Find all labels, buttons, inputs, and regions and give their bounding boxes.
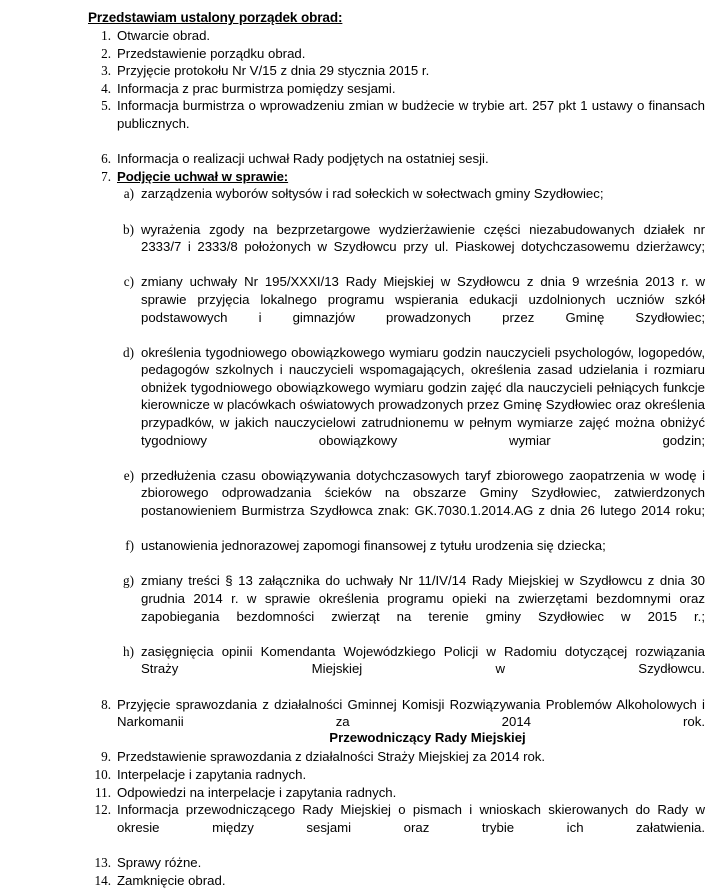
agenda-item [88, 150, 705, 168]
agenda-item [88, 80, 705, 98]
agenda-subitem [117, 221, 705, 274]
agenda-subitem-text: wyrażenia zgody na bezprzetargowe wydzierżawienie części niezabudowanych działek nr 2333/7 i 2333/8 położonych w Szydłowcu przy ul. Piaskowej dotychczasowemu dzierżawcy; [141, 221, 705, 274]
agenda-item [88, 27, 705, 45]
agenda-subitem-letter: e) [117, 467, 134, 485]
agenda-item [88, 62, 705, 80]
agenda-subitem [117, 273, 705, 343]
page-title: Przedstawiam ustalony porządek obrad: [88, 9, 705, 26]
signature-block [0, 729, 705, 747]
agenda-item-text: Informacja przewodniczącego Rady Miejskiej o pismach i wnioskach skierowanych do Rady w okresie między sesjami oraz trybie ich załatwienia. [117, 801, 705, 854]
agenda-item-number: 5. [88, 97, 111, 115]
agenda-item-number: 9. [88, 748, 111, 766]
agenda-item [88, 801, 705, 854]
agenda-item-text: Przedstawienie porządku obrad. [117, 45, 705, 63]
agenda-item [88, 168, 705, 696]
agenda-subitem-text: zasięgnięcia opinii Komendanta Wojewódzkiego Policji w Radomiu dotyczącej rozwiązania Straży Miejskiej w Szydłowcu. [141, 643, 705, 696]
agenda-item [88, 872, 705, 889]
agenda-item-number: 4. [88, 80, 111, 98]
agenda-subitem-text: przedłużenia czasu obowiązywania dotychczasowych taryf zbiorowego zaopatrzenia w wodę i zbiorowego odprowadzania ścieków na obszarze Gminy Szydłowiec, zatwierdzonych postanowieniem Burmistrza Szydłowca znak: GK.7030.1.2014.AG z dnia 26 lutego 2014 roku; [141, 467, 705, 537]
agenda-subitem-letter: a) [117, 185, 134, 203]
agenda-item [88, 97, 705, 150]
agenda-item-number: 2. [88, 45, 111, 63]
agenda-list [88, 27, 705, 889]
agenda-subitem-text: określenia tygodniowego obowiązkowego wymiaru godzin nauczycieli psychologów, logopedów, pedagogów szkolnych i nauczycieli wspomagających, określenia zasad udzielania i rozmiaru obniżek tygodniowego obowiązkowego wymiaru godzin zajęć dla nauczycieli pełniących funkcje kierownicze w placówkach oświatowych prowadzonych przez Gminę Szydłowiec oraz określenia przypadków, w jakich nauczycielowi zatrudnionemu w pełnym wymiarze zajęć można obniżyć tygodniowy obowiązkowy wymiar godzin; [141, 344, 705, 467]
agenda-item-text: Informacja o realizacji uchwał Rady podjętych na ostatniej sesji. [117, 150, 705, 168]
signature-text: Przewodniczący Rady Miejskiej [179, 729, 525, 747]
agenda-item-text: Sprawy różne. [117, 854, 705, 872]
agenda-subitem [117, 467, 705, 537]
agenda-item-number: 13. [88, 854, 111, 872]
agenda-subitem-letter: b) [117, 221, 134, 239]
agenda-item-text: Informacja z prac burmistrza pomiędzy sesjami. [117, 80, 705, 98]
agenda-item-number: 7. [88, 168, 111, 186]
agenda-item-text: Interpelacje i zapytania radnych. [117, 766, 705, 784]
agenda-item-number: 1. [88, 27, 111, 45]
agenda-subitem [117, 344, 705, 467]
agenda-item-number: 10. [88, 766, 111, 784]
agenda-subitem-text: zmiany uchwały Nr 195/XXXI/13 Rady Miejskiej w Szydłowcu z dnia 9 września 2013 r. w sprawie przyjęcia lokalnego programu wspierania edukacji uzdolnionych uczniów szkół podstawowych i gimnazjów prowadzonych przez Gminę Szydłowiec; [141, 273, 705, 343]
agenda-item-text: Podjęcie uchwał w sprawie: [117, 168, 705, 186]
agenda-item [88, 45, 705, 63]
agenda-item-text: Przyjęcie protokołu Nr V/15 z dnia 29 stycznia 2015 r. [117, 62, 705, 80]
agenda-item-number: 14. [88, 872, 111, 889]
agenda-item-text: Otwarcie obrad. [117, 27, 705, 45]
agenda-item-number: 8. [88, 696, 111, 714]
agenda-item-text: Przyjęcie sprawozdania z działalności Gminnej Komisji Rozwiązywania Problemów Alkoholowych i Narkomanii za 2014 rok. [117, 696, 705, 749]
agenda-subitem-text: zarządzenia wyborów sołtysów i rad sołeckich w sołectwach gminy Szydłowiec; [141, 185, 705, 220]
agenda-item [88, 854, 705, 872]
agenda-item [88, 748, 705, 766]
agenda-subitem-letter: d) [117, 344, 134, 362]
agenda-subitem-list [117, 185, 705, 695]
agenda-subitem-text: ustanowienia jednorazowej zapomogi finansowej z tytułu urodzenia się dziecka; [141, 537, 705, 572]
agenda-item-text: Zamknięcie obrad. [117, 872, 705, 889]
agenda-item-number: 6. [88, 150, 111, 168]
agenda-subitem [117, 572, 705, 642]
agenda-subitem-text: zmiany treści § 13 załącznika do uchwały Nr 11/IV/14 Rady Miejskiej w Szydłowcu z dnia 30 grudnia 2014 r. w sprawie określenia programu opieki na zwierzętami bezdomnymi oraz zapobiegania bezdomności zwierząt na terenie gminy Szydłowiec w 2015 r.; [141, 572, 705, 642]
agenda-subitem-letter: f) [117, 537, 134, 555]
agenda-subitem [117, 643, 705, 696]
agenda-item [88, 766, 705, 784]
agenda-item-number: 12. [88, 801, 111, 819]
agenda-item-text: Przedstawienie sprawozdania z działalności Straży Miejskiej za 2014 rok. [117, 748, 705, 766]
agenda-item-number: 3. [88, 62, 111, 80]
agenda-subitem-letter: h) [117, 643, 134, 661]
agenda-item-number: 11. [88, 784, 111, 802]
agenda-subitem [117, 537, 705, 572]
agenda-item-text: Odpowiedzi na interpelacje i zapytania radnych. [117, 784, 705, 802]
agenda-item-text: Informacja burmistrza o wprowadzeniu zmian w budżecie w trybie art. 257 pkt 1 ustawy o finansach publicznych. [117, 97, 705, 150]
agenda-subitem [117, 185, 705, 220]
agenda-item [88, 784, 705, 802]
agenda-subitem-letter: g) [117, 572, 134, 590]
agenda-subitem-letter: c) [117, 273, 134, 291]
